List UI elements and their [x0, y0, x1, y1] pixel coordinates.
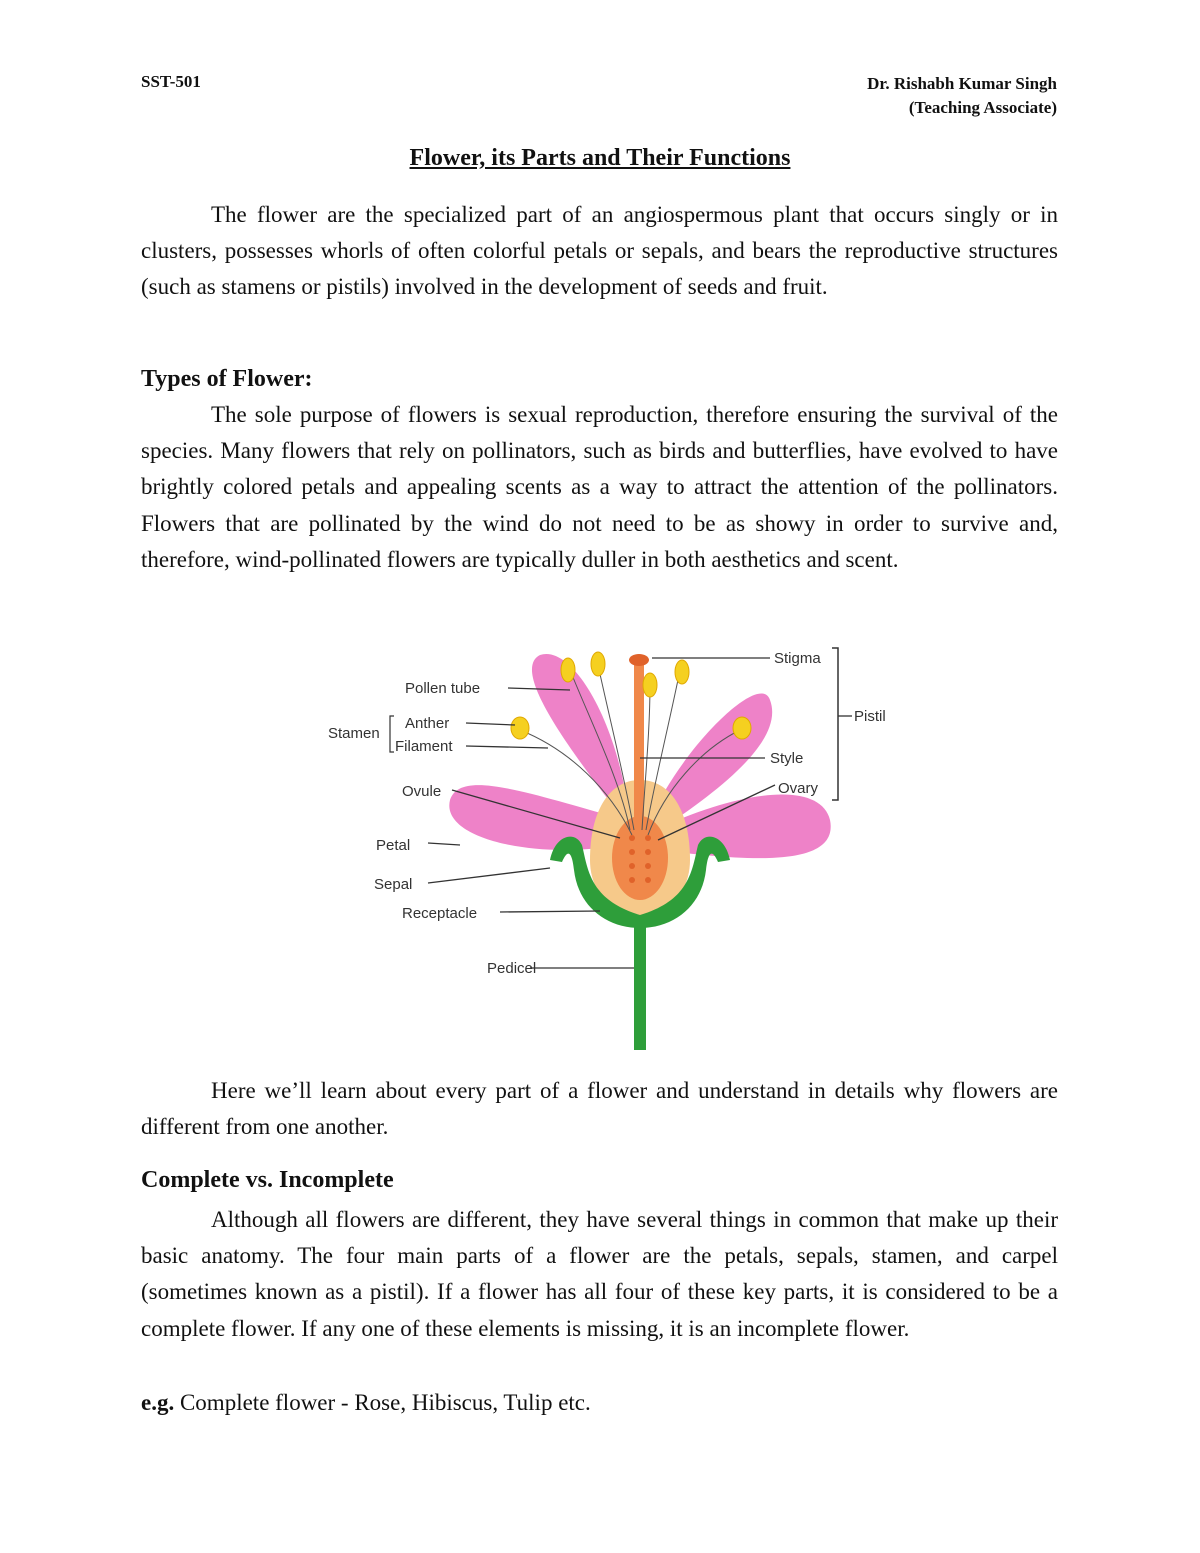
label-sepal: Sepal [374, 876, 413, 893]
example-line [141, 1385, 1058, 1421]
label-pollen-tube: Pollen tube [405, 680, 481, 697]
types-paragraph: The sole purpose of flowers is sexual reproduction, therefore ensuring the survival of the species. Many flowers that rely on pollinators, such as birds and butterflies, have evolved to have brightly colored petals and appealing scents as a way to attract the attention of the pollinators. Flowers that are pollinated by the wind do not need to be as showy in order to survive and, therefore, wind-pollinated flowers are typically duller in both aesthetics and scent. [141, 402, 1058, 572]
label-stamen: Stamen [328, 725, 380, 742]
stigma-shape [629, 654, 649, 666]
example-label: e.g. [141, 1390, 175, 1415]
label-filament: Filament [395, 738, 453, 755]
label-ovule: Ovule [402, 783, 442, 800]
style-shape [634, 660, 644, 820]
author-block [867, 72, 1057, 120]
learn-paragraph: Here we’ll learn about every part of a flower and understand in details why flowers are different from one another. [141, 1078, 1058, 1140]
label-petal: Petal [376, 837, 411, 854]
label-stigma: Stigma [774, 650, 821, 667]
course-code: SST-501 [141, 72, 201, 91]
label-receptacle: Receptacle [402, 905, 478, 922]
example-text: Complete flower - Rose, Hibiscus, Tulip etc. [174, 1390, 591, 1415]
label-pedicel: Pedicel [487, 960, 537, 977]
author-name: Dr. Rishabh Kumar Singh [867, 74, 1057, 93]
flower-diagram [320, 630, 886, 1060]
complete-paragraph: Although all flowers are different, they have several things in common that make up their basic anatomy. The four main parts of a flower are the petals, sepals, stamen, and carpel (sometimes known as a pistil). If a flower has all four of these key parts, it is considered to be a complete flower. If any one of these elements is missing, it is an incomplete flower. [141, 1207, 1058, 1341]
ovary-shape [612, 816, 668, 900]
label-pistil: Pistil [854, 708, 886, 725]
intro-paragraph: The flower are the specialized part of an angiospermous plant that occurs singly or in clusters, possesses whorls of often colorful petals or sepals, and bears the reproductive structures (such as stamens or pistils) involved in the development of seeds and fruit. [141, 202, 1058, 300]
label-anther: Anther [405, 715, 450, 732]
label-style: Style [770, 750, 804, 767]
page-title: Flower, its Parts and Their Functions [409, 145, 791, 171]
complete-heading: Complete vs. Incomplete [141, 1167, 394, 1193]
petal-shape-left-upper [532, 654, 625, 815]
pistil-bracket [832, 648, 838, 800]
author-role: (Teaching Associate) [908, 98, 1057, 117]
types-heading: Types of Flower: [141, 366, 313, 392]
stamen-bracket [390, 716, 394, 752]
label-ovary: Ovary [778, 780, 819, 797]
